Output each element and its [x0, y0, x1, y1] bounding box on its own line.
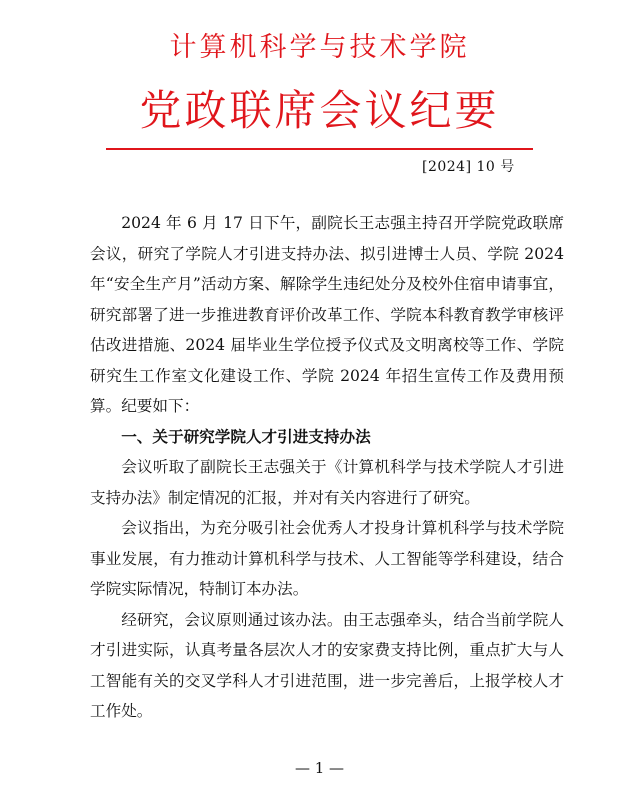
intro-paragraph: 2024 年 6 月 17 日下午，副院长王志强主持召开学院党政联席会议，研究了学院人才引进支持办法、拟引进博士人员、学院 2024 年“安全生产月”活动方案、解除学生违纪处分及校外住宿申请事宜，研究部署了进一步推进教育评价改革工作、学院本科教育教学审核评估改进措施、2024 届毕业生学位授予仪式及文明离校等工作、学院研究生工作室文化建设工作、学院 2024 年招生宣传工作及费用预算。纪要如下：	[90, 214, 564, 415]
page-number: — 1 —	[294, 759, 345, 777]
section-1-heading: 一、关于研究学院人才引进支持办法	[121, 427, 371, 446]
section-1-paragraph: 会议指出，为充分吸引社会优秀人才投身计算机科学与技术学院事业发展，有力推动计算机科学与技术、人工智能等学科建设，结合学院实际情况，特制订本办法。	[90, 519, 564, 598]
organization-name: 计算机科学与技术学院	[169, 32, 470, 63]
document-number: [2024] 10 号	[422, 159, 515, 175]
document-body	[90, 208, 564, 727]
document-title: 党政联席会议纪要	[139, 86, 500, 135]
red-divider-line	[106, 148, 533, 150]
section-1-paragraph: 经研究，会议原则通过该办法。由王志强牵头，结合当前学院人才引进实际，认真考量各层次人才的安家费支持比例，重点扩大与人工智能有关的交叉学科人才引进范围，进一步完善后，上报学校人才工作处。	[90, 610, 564, 720]
section-1-paragraph: 会议听取了副院长王志强关于《计算机科学与技术学院人才引进支持办法》制定情况的汇报，并对有关内容进行了研究。	[90, 458, 564, 507]
